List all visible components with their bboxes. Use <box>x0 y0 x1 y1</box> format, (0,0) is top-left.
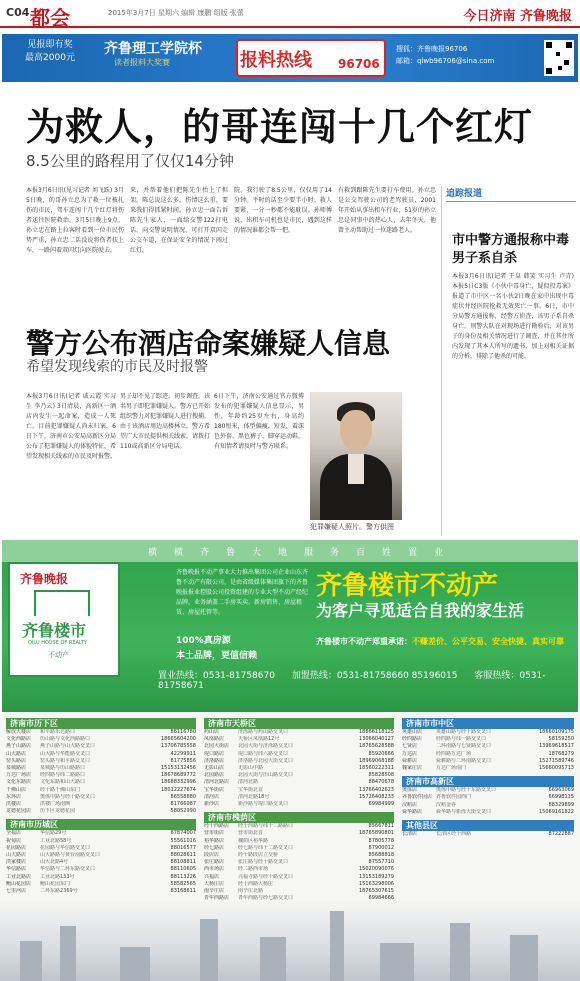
store-name: 经四路店 <box>402 736 423 743</box>
sidebar-body: 本报3月6日讯(记者 王皇 韩笑 实习生 卢青) 本报5日C3版《小伙中毒身亡，疑似投毒案》报道了市中区一名小伙2日晚在家中出现中毒症状并经医院抢救无效死亡一事。6日，市中分局警方通报称，经警方侦查，该男子系自杀身亡。刑警大队在对现场进行勘验后，对该男子的身份及相关情况进行了调查，并在其住所内发现了其本人所写的遗书，加上对相关证据的分析，排除了他杀的可能。 <box>452 273 574 360</box>
store-phone: 87557710 <box>368 859 394 866</box>
store-row <box>204 852 394 859</box>
store-row <box>402 794 574 801</box>
store-name: 汉峪店 <box>402 801 418 808</box>
listing-column <box>402 718 574 938</box>
store-row <box>204 794 394 801</box>
store-name: 裕华路店 <box>204 837 225 844</box>
store-row <box>204 838 394 845</box>
store-phone: 88110605 <box>170 866 196 873</box>
qr-code-icon <box>544 40 574 76</box>
store-phone: 58159250 <box>548 736 574 743</box>
store-address: 无影山中路 <box>238 765 264 772</box>
store-row <box>204 888 394 895</box>
store-phone: 18765307615 <box>359 888 394 895</box>
store-address: 华信路与二环东路交叉口 <box>40 866 96 873</box>
store-phone: 87805778 <box>368 837 394 844</box>
page-number: C04 <box>6 6 30 19</box>
store-row <box>6 743 196 750</box>
ad-phones <box>158 668 580 691</box>
store-row <box>204 895 394 902</box>
store-address: 历山路与文化西路路口 <box>40 736 91 743</box>
store-row <box>6 838 196 845</box>
store-row <box>6 874 196 881</box>
store-phone: 18765890801 <box>359 830 394 837</box>
store-phone: 58052990 <box>170 808 196 815</box>
story-column: 来，并帮着他们把陈先生抬上了担架。陈总说这么多，伤情这么重，要来我们得抓紧时间。孙立忠一面告诉陈先生家人，一面给交警122打电话，向交警说明情况。可打开双闪走公交车道，在保证安全的情况下闯过红灯。 <box>130 187 228 254</box>
district-heading: 济南市市中区 <box>402 718 574 729</box>
store-phone: 86558880 <box>170 793 196 800</box>
store-phone: 15069161822 <box>539 808 574 815</box>
store-address: 汉峪金谷 <box>436 801 457 808</box>
store-row <box>6 859 196 866</box>
store-phone: 85688818 <box>368 852 394 859</box>
district-heading: 济南市历城区 <box>6 819 196 830</box>
hotline-label: 报料热线 <box>240 50 312 71</box>
store-address: 济洛路与北园大街交叉口 <box>238 757 294 764</box>
store-row <box>402 802 574 809</box>
store-row <box>402 831 574 838</box>
store-name: 新沙店 <box>204 801 220 808</box>
store-address: 泉城路与历山路路口 <box>40 765 86 772</box>
district-heading: 济南市槐荫区 <box>204 812 394 823</box>
store-name: 北园大街店 <box>204 743 230 750</box>
store-phone: 86116780 <box>170 729 196 735</box>
promo-line2: 最高2000元 <box>25 53 75 63</box>
store-row <box>402 736 574 743</box>
store-phone: 15163298006 <box>359 880 394 887</box>
newspaper-brand: 今日济南 齐鲁晚报 <box>463 9 572 24</box>
store-phone: 69984999 <box>368 801 394 808</box>
store-address: 青年西路与经七路交叉口 <box>238 895 294 902</box>
store-row <box>6 801 196 808</box>
district-heading: 其他县区 <box>402 820 574 831</box>
store-phone: 18768279 <box>548 750 574 757</box>
store-phone: 13153189279 <box>359 873 394 880</box>
store-row <box>402 765 574 772</box>
store-address: 和平路乐达路口 <box>40 729 76 735</box>
store-row <box>402 758 574 765</box>
store-phone: 67874007 <box>170 830 196 837</box>
store-phone: 15726408233 <box>359 793 394 800</box>
store-name: 祝甸店 <box>6 837 22 844</box>
store-row <box>6 845 196 852</box>
store-address: 新沙路与堤口路交叉口 <box>238 801 289 808</box>
store-phone: 18765628588 <box>359 743 394 750</box>
store-row <box>204 736 394 743</box>
store-name: 张庄路店 <box>204 859 225 866</box>
story2-column: 本报3月6日讯(记者 戚云霞 实习生 李乃云) 3日清晨，高新区一酒店内发生一起命案，造成一人死亡。目前犯罪嫌疑人尚未归案，6日下午，济南市公安局高新区分局公布了犯罪嫌疑人的体貌特征，希望发现相关线索的市民及时报警。 <box>26 393 116 460</box>
store-row <box>6 765 196 772</box>
store-phone: 18969068188 <box>359 757 394 764</box>
store-name: 药山店 <box>204 729 220 735</box>
store-name: 南辛庄店 <box>204 888 225 895</box>
store-phone: 83168611 <box>170 888 196 895</box>
store-phone: 18012227674 <box>161 786 196 793</box>
store-name: 华信路店 <box>6 866 27 873</box>
store-name: 万达广场店 <box>6 772 32 779</box>
store-phone: 81775856 <box>170 757 196 764</box>
store-phone: 69984666 <box>368 895 394 902</box>
store-name: 泉城路店 <box>6 765 27 772</box>
store-name: 文化东路店 <box>6 779 32 786</box>
store-address: 经十路段店立交桥 <box>238 852 279 859</box>
store-address: 二环东路2369号 <box>40 888 78 895</box>
store-phone: 13766402623 <box>359 786 394 793</box>
store-name: 齐鲁软件园店 <box>402 794 433 801</box>
store-address: 山大北路4号 <box>40 859 69 866</box>
ad-logo-brand: 齐鲁楼市 <box>22 621 87 640</box>
store-list <box>204 729 394 808</box>
store-phone: 13066040127 <box>359 736 394 743</box>
store-name: 青年西路店 <box>204 895 230 902</box>
store-address: 工业北路133号 <box>40 873 75 880</box>
store-row <box>6 808 196 815</box>
store-row <box>402 787 574 794</box>
store-name: 洪楼店 <box>6 801 22 808</box>
store-row <box>204 751 394 758</box>
store-row <box>6 736 196 743</box>
store-row <box>6 772 196 779</box>
store-phone: 15020090076 <box>359 866 394 873</box>
store-phone: 88470678 <box>368 779 394 786</box>
store-list <box>6 729 196 815</box>
store-name: 七贤店 <box>402 743 418 750</box>
ad-promise-text: 不赚差价、公平交易、安全快捷、真实可靠 <box>412 637 564 646</box>
store-row <box>204 801 394 808</box>
sidebar-tag: 追踪报道 <box>446 186 576 202</box>
story2-headline: 警方公布酒店命案嫌疑人信息 <box>26 327 391 360</box>
store-row <box>204 859 394 866</box>
store-phone: 85667811 <box>368 823 394 830</box>
store-address: 窑头路与和平路交叉口 <box>40 757 91 764</box>
store-phone: 18665604200 <box>161 736 196 743</box>
store-row <box>6 787 196 794</box>
store-address: 舜耕路与二环南路交叉口 <box>436 757 492 764</box>
store-phone: 88016577 <box>170 844 196 851</box>
store-address: 经四路万达广场 <box>436 750 472 757</box>
ad-description: 齐鲁晚报不动产事业大力推出集团公司企业山东齐鲁不动产有限公司，是由省级媒体集团旗下的齐鲁晚报报业控股公司投资组建的专业大型不动产经纪品牌，业务涵盖二手房买卖、新房销售、房屋租赁、房屋托管等。 <box>176 569 309 616</box>
contest-name: 读者报料大奖赛 <box>114 58 170 67</box>
sidebar-headline: 市中警方通报称中毒男子系自杀 <box>452 233 570 266</box>
store-name: 舜华路店 <box>402 808 423 815</box>
store-phone: 88108811 <box>170 859 196 866</box>
weibo-text: 搜狐：齐鲁晚报96706 <box>396 45 468 53</box>
store-address: 山大路与华能路交叉口 <box>40 750 91 757</box>
phone-service: 客服热线：0531-81758671 <box>158 671 546 691</box>
story-headline: 为救人，的哥连闯十几个红灯 <box>26 105 534 149</box>
store-name: 无影山店 <box>204 765 225 772</box>
store-address: 营市街北首 <box>238 830 264 837</box>
store-phone: 66963069 <box>548 787 574 794</box>
store-phone: 88329899 <box>548 801 574 808</box>
phone-join: 加盟热线：0531-81758660 85196015 <box>291 671 458 681</box>
store-address: 经十西路与纬十二路路口 <box>238 823 294 830</box>
store-phone: 15660095713 <box>539 765 574 772</box>
store-address: 经四路与纬一路交叉口 <box>436 736 487 743</box>
store-name: 奥体店 <box>402 787 418 794</box>
store-address: 二环南路与七贤路交叉口 <box>436 743 492 750</box>
suspect-photo <box>310 392 402 520</box>
store-name: 西市场店 <box>204 866 225 873</box>
story2-column: 男子却不见了踪迹。初步调查，该名男子即犯罪嫌疑人。警方已开始组织警力对犯罪嫌疑人进行搜捕。由于该酒店周边高楼林立，警方希望广大市民提供相关线索，请拨打110或高新区分局电话。 <box>120 393 210 450</box>
store-name: 鲍山花园店 <box>6 880 32 887</box>
store-name: 东环店 <box>6 793 22 800</box>
ad-local-brand: 本土品牌，更值信赖 <box>176 651 258 661</box>
store-row <box>6 751 196 758</box>
store-name: 经七路店 <box>204 844 225 851</box>
store-name: 千佛山店 <box>6 786 27 793</box>
listing-columns <box>6 718 574 938</box>
store-list <box>6 830 196 895</box>
store-name: 山大路店 <box>6 852 27 859</box>
store-name: 英雄山店 <box>402 729 423 735</box>
store-name: 大杨庄店 <box>204 880 225 887</box>
dateline: 2015年3月7日 星期六 编辑 康鹏 组版 张蕾 <box>108 9 244 17</box>
store-address: 天桥区凤凰路12号 <box>238 736 280 743</box>
store-name: 解放大楼店 <box>6 729 32 735</box>
store-row <box>6 866 196 873</box>
store-name: 凤凰路店 <box>204 736 225 743</box>
store-name: 宝华街店 <box>204 786 225 793</box>
store-row <box>402 729 574 736</box>
store-phone: 88028611 <box>170 852 196 859</box>
store-row <box>204 823 394 830</box>
store-phone: 85828508 <box>368 772 394 779</box>
store-name: 七里河店 <box>6 888 27 895</box>
store-row <box>402 743 574 750</box>
store-list <box>402 729 574 772</box>
store-name: 窑头路店 <box>6 757 27 764</box>
ad-slogan-strip: 横横齐鲁大地服务百姓置业 <box>148 548 461 558</box>
store-phone: 15153132456 <box>161 765 196 772</box>
story-column: 有救到跟陈先生要打车费用。孙立忠是公交驾驶公司的老驾驶员，2001年开始从事出租车行业，51岁的孙立忠是同事中的热心人，去年冬天，他曾主动帮助过一位迷路老人。 <box>338 187 436 234</box>
district-heading: 济南市天桥区 <box>204 718 394 729</box>
store-phone: 18678689772 <box>161 772 196 779</box>
store-address: 长清区经十西路 <box>436 831 472 838</box>
store-address: 舜华路与新泺大街交叉口 <box>436 808 492 815</box>
story-column: 本报3月6日讯(见习记者 刘飞跃) 3月5日晚，的哥孙立忠为了救一位被扎伤的市民，驾车连闯十几个红灯将伤者送往医院救治。3月5日晚上9点，孙立忠在路上拉客时看到一位市民伤势严重，孙立忠二话没说将伤者扶上车，一路闪着双闪灯向医院驶去。 <box>26 187 124 254</box>
store-row <box>6 881 196 888</box>
store-address: 经七路与纬十二路交叉口 <box>238 844 294 851</box>
store-phone: 13706785558 <box>161 743 196 750</box>
store-address: 张庄路与经十路交叉口 <box>238 859 289 866</box>
store-phone: 85920666 <box>368 750 394 757</box>
store-address: 经十西路大杨庄 <box>238 880 274 887</box>
story-column: 院。我行驶了8.5公里，仅仅用了14分钟。平时的话至少要半小时。救人要紧，一分一秒都不能耽误。孙师傅说，出租车司机也是市民，遇到这样的情况谁都会帮一把。 <box>234 187 332 234</box>
store-row <box>402 809 574 816</box>
photo-caption: 犯罪嫌疑人照片。警方供图 <box>310 523 394 531</box>
store-row <box>204 772 394 779</box>
store-address: 北园大街与济泺路交叉口 <box>238 743 294 750</box>
store-row <box>204 765 394 772</box>
store-address: 南辛庄北路 <box>238 888 264 895</box>
store-phone: 81766987 <box>170 801 196 808</box>
store-address: 经十路千佛山东门 <box>40 786 81 793</box>
district-heading: 济南市历下区 <box>6 718 196 729</box>
store-name: 长清店 <box>402 831 418 838</box>
store-row <box>6 830 196 837</box>
store-name: 北园路店 <box>204 772 225 779</box>
store-address: 清河北路 <box>238 779 259 786</box>
store-name: 济洛路店 <box>204 757 225 764</box>
store-address: 奥体中路与经十路交叉口 <box>40 793 96 800</box>
story2-subhead: 希望发现线索的市民及时报警 <box>26 359 208 375</box>
store-phone: 18866118125 <box>359 729 394 735</box>
store-address: 宝华街北首 <box>238 786 264 793</box>
store-phone: 18660109175 <box>539 729 574 735</box>
ad-logo-newspaper: 齐鲁晚报 <box>20 572 69 586</box>
ad-logo-english: QILU HOUSE OF REALTY <box>28 640 88 646</box>
store-address: 花园路与华信路交叉口 <box>40 844 91 851</box>
section-title: 都会 <box>30 6 70 30</box>
phone-buy: 置业热线：0531-81758670 <box>158 671 275 681</box>
store-name: 燕子山路店 <box>6 743 32 750</box>
store-name: 文化西路店 <box>6 736 32 743</box>
store-name: 花园路店 <box>6 844 27 851</box>
store-row <box>204 743 394 750</box>
store-phone: 87900012 <box>368 844 394 851</box>
store-name: 清河北路店 <box>204 779 230 786</box>
story-subhead: 8.5公里的路程用了仅仅14分钟 <box>26 152 234 170</box>
store-phone: 66998115 <box>548 794 574 801</box>
store-address: 清河北路18号 <box>238 793 270 800</box>
store-row <box>204 758 394 765</box>
house-icon <box>34 590 90 616</box>
store-name: 魏家庄店 <box>402 765 423 772</box>
promo-line1: 见报即有奖 <box>27 40 73 50</box>
store-address: 齐鲁软件园西门 <box>436 794 472 801</box>
store-phone: 13969618517 <box>539 743 574 750</box>
store-list <box>204 823 394 902</box>
store-address: 济泺路与药山路交叉口 <box>238 729 289 735</box>
store-name: 洪家楼店 <box>6 859 27 866</box>
store-address: 兴福寺路与经十路交叉口 <box>238 873 294 880</box>
store-phone: 18688332996 <box>161 779 196 786</box>
listing-column <box>6 718 196 938</box>
ad-tagline: 为客户寻觅适合自我的家生活 <box>316 601 525 620</box>
store-address: 奥体中路与经十东路交叉口 <box>436 787 497 794</box>
store-address: 鲍山花园东门 <box>40 880 71 887</box>
store-row <box>204 729 394 736</box>
store-address: 槐荫区裕华路 <box>238 837 269 844</box>
ad-real-listings: 100%真房源 <box>176 636 231 646</box>
store-name: 经十西路店 <box>204 823 230 830</box>
column-divider <box>441 186 442 536</box>
store-row <box>204 779 394 786</box>
store-address: 燕子山路与山大路交叉口 <box>40 743 96 750</box>
store-name: 兴福店 <box>204 873 220 880</box>
store-row <box>6 794 196 801</box>
store-address: 工业北路58号 <box>40 837 72 844</box>
store-name: 万达店 <box>402 750 418 757</box>
store-phone: 42299911 <box>170 750 196 757</box>
store-name: 工业北路店 <box>6 873 32 880</box>
contest-sponsor: 齐鲁理工学院杯 <box>104 41 202 57</box>
store-phone: 15271589746 <box>539 757 574 764</box>
store-phone: 58582565 <box>170 880 196 887</box>
email-text: 邮箱：qlwb96706@sina.com <box>396 57 495 65</box>
store-row <box>6 852 196 859</box>
store-address: 英雄山路与经十路交叉口 <box>436 729 492 735</box>
store-row <box>204 866 394 873</box>
store-name: 山大路店 <box>6 750 27 757</box>
store-address: 经二路西市场 <box>238 866 269 873</box>
store-row <box>204 845 394 852</box>
store-name: 全福店 <box>6 830 22 837</box>
store-row <box>6 729 196 736</box>
store-row <box>6 758 196 765</box>
hotline-number: 96706 <box>338 57 380 71</box>
ad-logo-sub: 不动产 <box>48 651 69 659</box>
store-row <box>204 881 394 888</box>
store-address: 历下区龙德花园 <box>40 808 76 815</box>
store-phone: 55561016 <box>170 837 196 844</box>
store-name: 清河店 <box>204 793 220 800</box>
store-phone: 88113226 <box>170 873 196 880</box>
store-address: 堤口路与纬六路交叉口 <box>238 750 289 757</box>
store-list <box>402 787 574 816</box>
store-row <box>204 874 394 881</box>
store-phone: 18560222311 <box>359 765 394 772</box>
store-address: 山大路路与黄台南路交叉口 <box>40 852 101 859</box>
store-phone: 87222887 <box>548 831 574 838</box>
store-name: 营市街店 <box>204 830 225 837</box>
store-address: 北园大街与历山路交叉口 <box>238 772 294 779</box>
district-heading: 济南市高新区 <box>402 776 574 787</box>
store-address: 文化东路和山大路口 <box>40 779 86 786</box>
store-address: 洪楼广场南侧 <box>40 801 71 808</box>
store-row <box>204 830 394 837</box>
ad-headline: 齐鲁楼市不动产 <box>316 571 499 601</box>
store-row <box>204 787 394 794</box>
promo-reward <box>14 39 86 65</box>
listing-column <box>204 718 394 938</box>
ad-promise <box>316 636 564 647</box>
store-address: 万达广场南门 <box>436 765 467 772</box>
store-name: 舜耕店 <box>402 757 418 764</box>
store-name: 段店店 <box>204 852 220 859</box>
store-row <box>402 751 574 758</box>
story2-column: 6日下午，济南公安通过官方微博发布的犯罪嫌疑人信息显示，男性，年龄约25岁左右，身高约180厘米，体型偏瘦，短发，着深色外套、黑色裤子、脚穿运动鞋，有知情者请及时与警方联系。 <box>214 393 304 450</box>
store-row <box>6 779 196 786</box>
store-list <box>402 831 574 838</box>
store-name: 龙德花园店 <box>6 808 32 815</box>
store-row <box>6 888 196 895</box>
store-address: 华信路29号 <box>40 830 67 837</box>
ad-promise-label: 齐鲁楼市不动产郑重承诺： <box>316 637 412 646</box>
store-name: 堤口路店 <box>204 750 225 757</box>
store-address: 经四路与纬二路路口 <box>40 772 86 779</box>
contact-info <box>396 43 494 67</box>
